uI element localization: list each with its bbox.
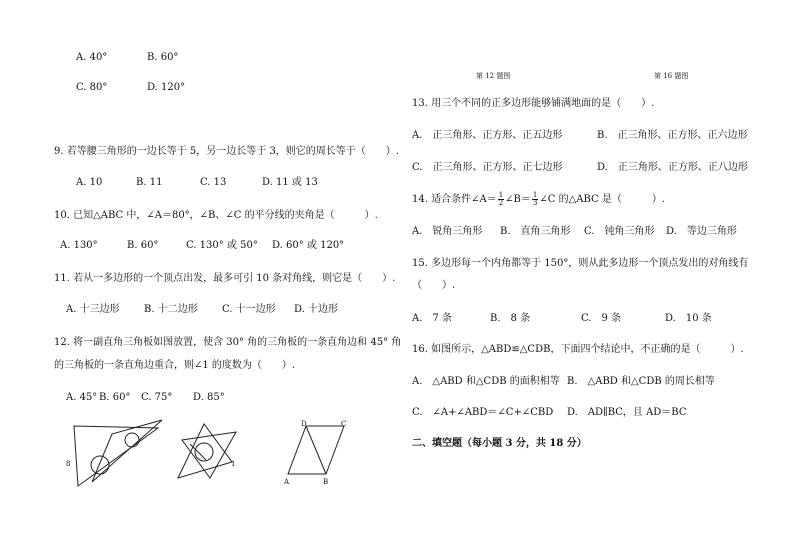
figure-q12-triangles-2: [170, 418, 245, 488]
q14-stem: [412, 190, 665, 210]
q11-option-d[interactable]: D. 十边形: [294, 304, 339, 315]
frac2-den: 3: [532, 199, 538, 207]
q14-stem-prefix: 14. 适合条件∠A＝: [412, 194, 497, 205]
q16-option-d[interactable]: D. AD∥BC，且 AD＝BC: [567, 407, 687, 418]
q13-option-a[interactable]: A. 正三角形、正方形、正五边形: [412, 130, 563, 141]
q13-option-c[interactable]: C. 正三角形、正方形、正七边形: [412, 162, 563, 173]
q11-stem: 11. 若从一多边形的一个顶点出发，最多可引 10 条对角线，则它是（ ）.: [54, 273, 396, 284]
fig2-label: 1: [231, 460, 236, 468]
vertex-d: D: [301, 420, 307, 428]
q12-option-b[interactable]: B. 60°: [99, 392, 131, 403]
q12-option-a[interactable]: A. 45°: [66, 392, 98, 403]
vertex-a: A: [284, 478, 290, 486]
q13-option-d[interactable]: D. 正三角形、正方形、正八边形: [597, 162, 748, 173]
q8-option-d[interactable]: D. 120°: [147, 82, 186, 93]
q13-stem: 13. 用三个不同的正多边形能够铺满地面的是（ ）.: [412, 98, 655, 109]
q16-stem: 16. 如图所示，△ABD≌△CDB，下面四个结论中，不正确的是（ ）.: [412, 344, 744, 355]
q10-option-d[interactable]: D. 60° 或 120°: [272, 240, 345, 251]
q14-option-d[interactable]: D. 等边三角形: [666, 226, 737, 237]
q11-option-a[interactable]: A. 十三边形: [66, 304, 120, 315]
fig1-label: 8: [66, 460, 71, 468]
q14-option-c[interactable]: C. 钝角三角形: [584, 226, 655, 237]
q10-option-c[interactable]: C. 130° 或 50°: [186, 240, 258, 251]
vertex-c: C: [341, 420, 347, 428]
q8-option-c[interactable]: C. 80°: [76, 82, 108, 93]
q10-stem: 10. 已知△ABC 中，∠A＝80°，∠B、∠C 的平分线的夹角是（ ）.: [54, 210, 378, 221]
q10-option-b[interactable]: B. 60°: [127, 240, 159, 251]
section-fill-in-heading: 二、填空题（每小题 3 分，共 18 分）: [412, 438, 587, 449]
fraction-one-third: [532, 192, 538, 207]
q9-stem: 9. 若等腰三角形的一边长等于 5，另一边长等于 3，则它的周长等于（ ）.: [54, 146, 399, 157]
frac1-num: 1: [498, 191, 504, 199]
q10-option-a[interactable]: A. 130°: [60, 240, 98, 251]
q12-stem-line1: 12. 将一副直角三角板如图放置，使含 30° 角的三角板的一条直角边和 45° 角: [54, 337, 402, 348]
q14-stem-suffix: ∠C 的△ABC 是（ ）.: [539, 194, 666, 205]
q8-option-b[interactable]: B. 60°: [147, 52, 179, 63]
figure-q12-triangles-1: [60, 418, 170, 493]
q13-option-b[interactable]: B. 正三角形、正方形、正六边形: [597, 130, 748, 141]
q8-option-a[interactable]: A. 40°: [76, 52, 108, 63]
frac1-den: 2: [498, 199, 504, 207]
q15-option-a[interactable]: A. 7 条: [412, 313, 452, 324]
q15-option-b[interactable]: B. 8 条: [490, 313, 531, 324]
q9-option-d[interactable]: D. 11 或 13: [262, 177, 318, 188]
q12-option-c[interactable]: C. 75°: [141, 392, 173, 403]
frac2-num: 1: [532, 191, 538, 199]
q11-option-c[interactable]: C. 十一边形: [222, 304, 276, 315]
q14-option-b[interactable]: B. 直角三角形: [500, 226, 571, 237]
q14-stem-mid: ∠B＝: [505, 194, 531, 205]
q9-option-a[interactable]: A. 10: [76, 177, 103, 188]
vertex-b: B: [323, 478, 329, 486]
q16-option-c[interactable]: C. ∠A+∠ABD＝∠C+∠CBD: [412, 407, 554, 418]
q15-option-c[interactable]: C. 9 条: [581, 313, 622, 324]
q16-option-a[interactable]: A. △ABD 和△CDB 的面积相等: [412, 376, 560, 387]
q12-option-d[interactable]: D. 85°: [193, 392, 225, 403]
caption-fig12: 第 12 题图: [476, 72, 511, 80]
q9-option-c[interactable]: C. 13: [200, 177, 227, 188]
q16-option-b[interactable]: B. △ABD 和△CDB 的周长相等: [567, 376, 715, 387]
q11-option-b[interactable]: B. 十二边形: [144, 304, 198, 315]
q15-stem-line2: （ ）.: [412, 280, 456, 291]
q15-stem-line1: 15. 多边形每一个内角都等于 150°，则从此多边形一个顶点发出的对角线有: [412, 258, 749, 269]
q12-stem-line2: 的三角板的一条直角边重合，则∠1 的度数为（ ）.: [54, 360, 296, 371]
q9-option-b[interactable]: B. 11: [136, 177, 163, 188]
q15-option-d[interactable]: D. 10 条: [665, 313, 712, 324]
fraction-one-half: [498, 192, 504, 207]
q14-option-a[interactable]: A. 锐角三角形: [412, 226, 483, 237]
caption-fig16: 第 16 题图: [654, 72, 689, 80]
